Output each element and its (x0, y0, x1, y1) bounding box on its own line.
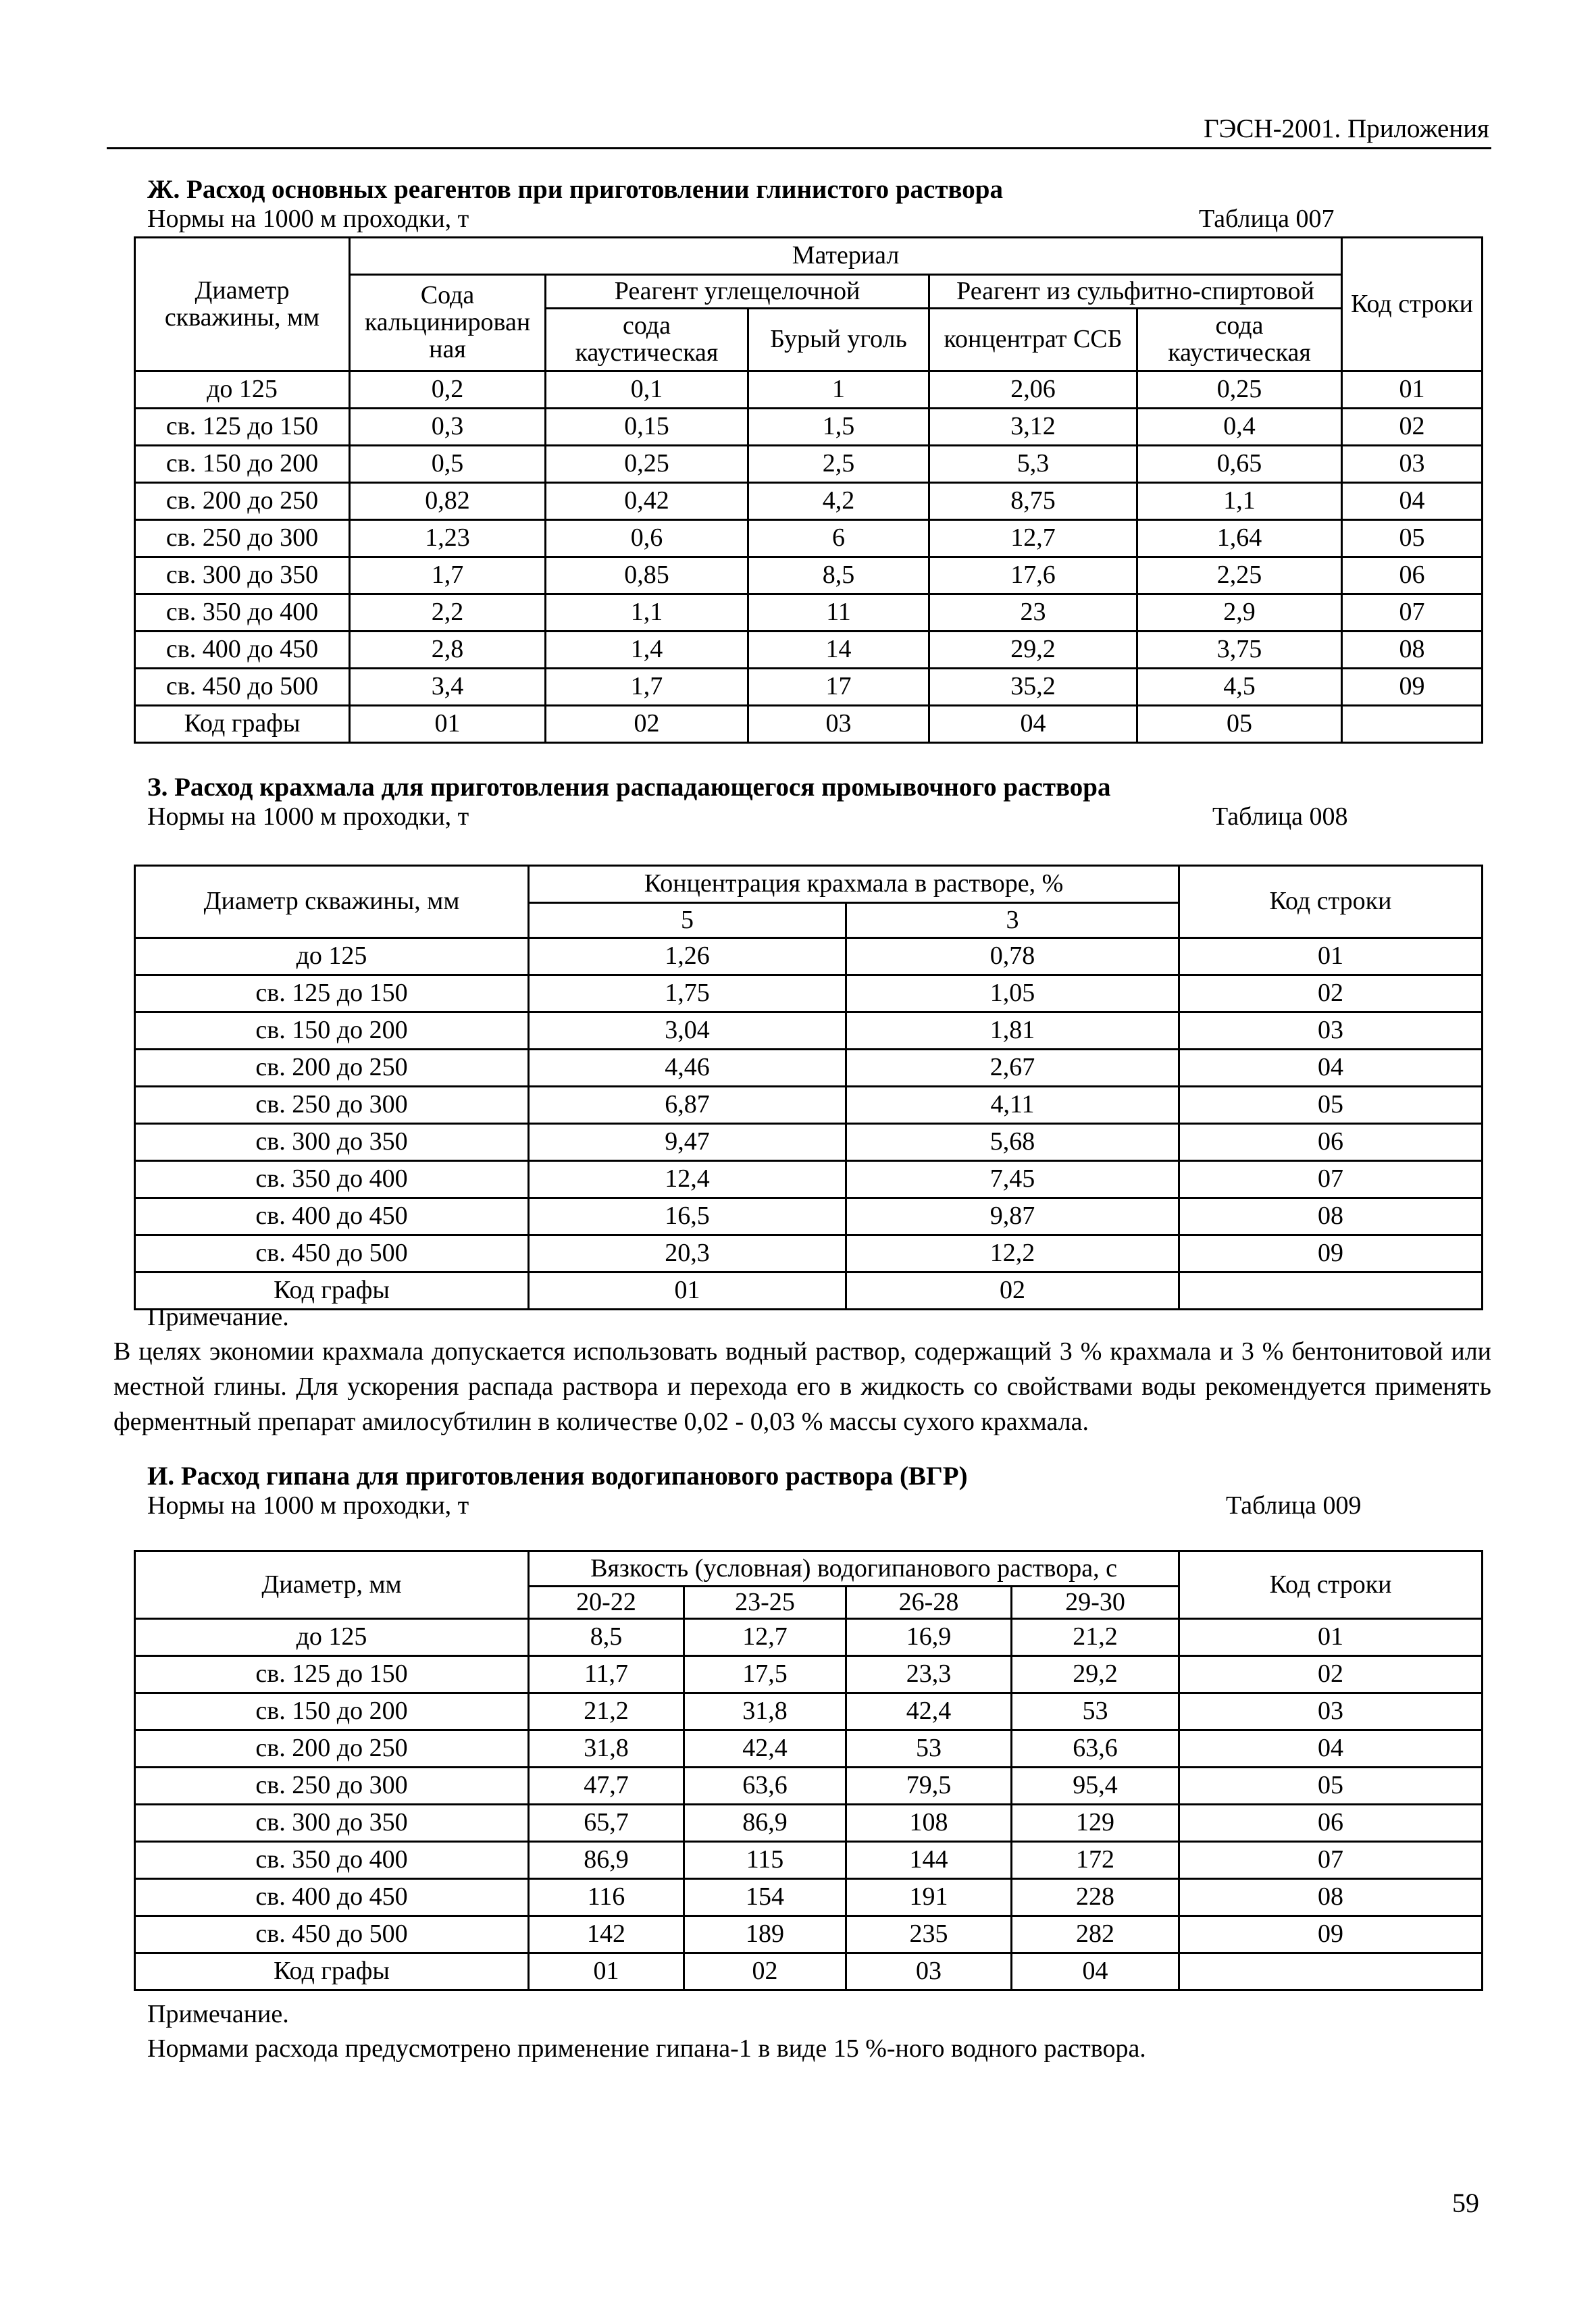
note-text-z: В целях экономии крахмала допускается использовать водный раствор, содержащий 3 % крахмала и 3 % бентонитовой или местной глины. Для ускорения распада раствора и перехода его в жидкость со свойствами воды рекомендуется применять ферментный препарат амилосубтилин в количестве 0,02 - 0,03 % массы сухого крахмала. (113, 1337, 1491, 1436)
row-code-cell: 05 (1342, 520, 1483, 557)
table-cell: 20,3 (529, 1235, 846, 1272)
table-cell: 3,75 (1137, 632, 1342, 669)
table-cell: 11 (748, 594, 929, 632)
row-code-cell: 03 (1342, 446, 1483, 483)
row-label-cell: св. 200 до 250 (135, 1050, 529, 1087)
row-label-cell: св. 350 до 400 (135, 1842, 529, 1879)
table-cell: 1,1 (1137, 483, 1342, 520)
row-label-cell: св. 125 до 150 (135, 409, 350, 446)
table-cell: 0,6 (546, 520, 748, 557)
header-rule (107, 147, 1491, 149)
table-cell: 235 (846, 1916, 1012, 1953)
table-cell: 53 (1012, 1693, 1179, 1730)
table-row (135, 938, 1483, 975)
col-header-ssb-concentrate: концентрат ССБ (929, 309, 1137, 371)
table-cell: 35,2 (929, 669, 1137, 706)
row-code-cell: 09 (1179, 1916, 1483, 1953)
table-cell: 0,25 (1137, 371, 1342, 409)
section-title-z: З. Расход крахмала для приготовления распадающегося промывочного раствора (147, 773, 1111, 802)
table-cell: 2,2 (350, 594, 546, 632)
table-row (135, 594, 1483, 632)
table-cell: 0,3 (350, 409, 546, 446)
row-code-cell: 02 (1179, 1656, 1483, 1693)
table-cell: 31,8 (529, 1730, 684, 1768)
table-cell: 0,25 (546, 446, 748, 483)
table-cell: 02 (546, 706, 748, 743)
table-cell: 6,87 (529, 1087, 846, 1124)
table-row (135, 1805, 1483, 1842)
running-header: ГЭСН-2001. Приложения (1204, 114, 1489, 143)
table-row (135, 1768, 1483, 1805)
table-cell: 2,25 (1137, 557, 1342, 594)
table-cell: 14 (748, 632, 929, 669)
col-header-reagent-sulf: Реагент из сульфитно-спиртовой (929, 275, 1342, 309)
row-code-cell: 02 (1179, 975, 1483, 1012)
row-code-cell: 01 (1179, 938, 1483, 975)
table-cell: 1,7 (350, 557, 546, 594)
section-title-i: И. Расход гипана для приготовления водогипанового раствора (ВГР) (147, 1462, 968, 1491)
table-row (135, 1198, 1483, 1235)
row-code-cell: 04 (1179, 1050, 1483, 1087)
row-code-cell: 08 (1342, 632, 1483, 669)
table-row (135, 1916, 1483, 1953)
table-cell: 4,2 (748, 483, 929, 520)
row-label-cell: св. 150 до 200 (135, 1012, 529, 1050)
table-footer-row (135, 1272, 1483, 1310)
table-cell: 108 (846, 1805, 1012, 1842)
row-label-cell: св. 450 до 500 (135, 1235, 529, 1272)
table-cell: 2,8 (350, 632, 546, 669)
row-code-cell: 01 (1342, 371, 1483, 409)
table-cell: 63,6 (684, 1768, 846, 1805)
row-code-cell: 07 (1179, 1842, 1483, 1879)
table-number-009: Таблица 009 (1226, 1491, 1362, 1520)
row-code-cell: 02 (1342, 409, 1483, 446)
col-header-concentration-3: 3 (846, 903, 1179, 938)
table-row (135, 632, 1483, 669)
row-label-cell: св. 400 до 450 (135, 632, 350, 669)
col-header-diameter: Диаметр скважины, мм (135, 866, 529, 938)
row-code-cell: 03 (1179, 1012, 1483, 1050)
table-cell: 8,5 (748, 557, 929, 594)
table-cell: 29,2 (929, 632, 1137, 669)
table-cell: 23 (929, 594, 1137, 632)
table-cell: 189 (684, 1916, 846, 1953)
table-cell: 86,9 (684, 1805, 846, 1842)
table-row (135, 409, 1483, 446)
row-label-cell: св. 125 до 150 (135, 1656, 529, 1693)
row-label-cell: св. 250 до 300 (135, 520, 350, 557)
table-cell: 0,65 (1137, 446, 1342, 483)
table-cell: 29,2 (1012, 1656, 1179, 1693)
table-cell: 12,2 (846, 1235, 1179, 1272)
row-code-cell: 07 (1342, 594, 1483, 632)
table-cell: 5,3 (929, 446, 1137, 483)
table-cell: 02 (846, 1272, 1179, 1310)
col-header-viscosity: Вязкость (условная) водогипанового раствора, с (529, 1551, 1179, 1587)
table-cell: 154 (684, 1879, 846, 1916)
row-label-cell: до 125 (135, 1619, 529, 1656)
table-cell: 0,82 (350, 483, 546, 520)
table-row (135, 483, 1483, 520)
table-row (135, 1693, 1483, 1730)
note-label-i: Примечание. (147, 2000, 289, 2028)
table-cell: 17 (748, 669, 929, 706)
table-cell: 0,5 (350, 446, 546, 483)
table-cell: 03 (748, 706, 929, 743)
table-cell: 282 (1012, 1916, 1179, 1953)
table-cell: 1,7 (546, 669, 748, 706)
table-cell: 1,64 (1137, 520, 1342, 557)
table-cell: 42,4 (684, 1730, 846, 1768)
table-cell: 01 (529, 1272, 846, 1310)
col-header-concentration: Концентрация крахмала в растворе, % (529, 866, 1179, 903)
row-label-cell: св. 250 до 300 (135, 1768, 529, 1805)
table-cell: 2,67 (846, 1050, 1179, 1087)
row-label-cell: св. 450 до 500 (135, 669, 350, 706)
col-header-material: Материал (350, 238, 1342, 275)
table-cell: 11,7 (529, 1656, 684, 1693)
table-cell: 1,23 (350, 520, 546, 557)
table-row (135, 975, 1483, 1012)
table-cell: 4,11 (846, 1087, 1179, 1124)
table-cell: 03 (846, 1953, 1012, 1990)
table-cell: 4,5 (1137, 669, 1342, 706)
table-row (135, 1730, 1483, 1768)
table-cell: 17,5 (684, 1656, 846, 1693)
table-row (135, 1087, 1483, 1124)
table-cell: 2,9 (1137, 594, 1342, 632)
table-009 (134, 1550, 1483, 1991)
table-cell: 17,6 (929, 557, 1137, 594)
row-label-cell: св. 300 до 350 (135, 1124, 529, 1161)
table-cell: 12,7 (684, 1619, 846, 1656)
table-cell: 1,4 (546, 632, 748, 669)
row-label-cell: св. 350 до 400 (135, 594, 350, 632)
table-cell: 16,5 (529, 1198, 846, 1235)
table-row (135, 1161, 1483, 1198)
row-label-cell: св. 450 до 500 (135, 1916, 529, 1953)
table-cell: 05 (1137, 706, 1342, 743)
table-cell: 47,7 (529, 1768, 684, 1805)
row-label-cell: до 125 (135, 938, 529, 975)
table-cell: 2,5 (748, 446, 929, 483)
table-cell: 65,7 (529, 1805, 684, 1842)
col-header-reagent-ugle: Реагент углещелочной (546, 275, 929, 309)
row-label-cell: св. 200 до 250 (135, 1730, 529, 1768)
col-header-concentration-5: 5 (529, 903, 846, 938)
table-footer-row (135, 1953, 1483, 1990)
table-number-007: Таблица 007 (1199, 205, 1335, 233)
row-code-cell (1179, 1272, 1483, 1310)
table-cell: 172 (1012, 1842, 1179, 1879)
table-row (135, 1619, 1483, 1656)
table-cell: 0,1 (546, 371, 748, 409)
table-row (135, 1124, 1483, 1161)
table-footer-row (135, 706, 1483, 743)
row-code-cell (1179, 1953, 1483, 1990)
row-code-cell: 05 (1179, 1087, 1483, 1124)
table-cell: 1,81 (846, 1012, 1179, 1050)
table-cell: 31,8 (684, 1693, 846, 1730)
section-title-zh: Ж. Расход основных реагентов при приготовлении глинистого раствора (147, 175, 1003, 204)
section-norms-zh: Нормы на 1000 м проходки, т (147, 205, 469, 233)
row-label-cell: св. 300 до 350 (135, 1805, 529, 1842)
row-code-cell: 09 (1179, 1235, 1483, 1272)
table-cell: 04 (929, 706, 1137, 743)
row-code-cell (1342, 706, 1483, 743)
col-header-soda-calc: Сода кальцинирован ная (350, 275, 546, 371)
table-cell: 16,9 (846, 1619, 1012, 1656)
table-row (135, 1235, 1483, 1272)
table-cell: 142 (529, 1916, 684, 1953)
table-008 (134, 865, 1483, 1310)
table-cell: 228 (1012, 1879, 1179, 1916)
table-cell: 1,26 (529, 938, 846, 975)
row-label-cell: св. 150 до 200 (135, 446, 350, 483)
row-code-cell: 08 (1179, 1198, 1483, 1235)
table-cell: 02 (684, 1953, 846, 1990)
table-cell: 1,5 (748, 409, 929, 446)
col-header-brown-coal: Бурый уголь (748, 309, 929, 371)
table-cell: 23,3 (846, 1656, 1012, 1693)
note-text-i: Нормами расхода предусмотрено применение гипана-1 в виде 15 %-ного водного раствора. (147, 2034, 1146, 2063)
table-number-008: Таблица 008 (1212, 802, 1348, 831)
table-cell: 0,4 (1137, 409, 1342, 446)
col-header-viscosity-20-22: 20-22 (529, 1587, 684, 1619)
table-cell: 53 (846, 1730, 1012, 1768)
table-cell: 1,1 (546, 594, 748, 632)
table-cell: 191 (846, 1879, 1012, 1916)
table-header-row (135, 866, 1483, 903)
table-cell: 86,9 (529, 1842, 684, 1879)
table-cell: 0,85 (546, 557, 748, 594)
table-cell: 8,5 (529, 1619, 684, 1656)
row-label-cell: Код графы (135, 1953, 529, 1990)
table-row (135, 1012, 1483, 1050)
table-cell: 144 (846, 1842, 1012, 1879)
col-header-viscosity-26-28: 26-28 (846, 1587, 1012, 1619)
table-cell: 42,4 (846, 1693, 1012, 1730)
row-code-cell: 03 (1179, 1693, 1483, 1730)
row-label-cell: св. 300 до 350 (135, 557, 350, 594)
table-row (135, 371, 1483, 409)
table-row (135, 1656, 1483, 1693)
col-header-soda-caustic: сода каустическая (546, 309, 748, 371)
note-label-z: Примечание. (147, 1303, 289, 1331)
table-row (135, 446, 1483, 483)
table-cell: 7,45 (846, 1161, 1179, 1198)
table-cell: 9,47 (529, 1124, 846, 1161)
table-row (135, 1879, 1483, 1916)
section-norms-i: Нормы на 1000 м проходки, т (147, 1491, 469, 1520)
table-cell: 63,6 (1012, 1730, 1179, 1768)
table-cell: 21,2 (529, 1693, 684, 1730)
col-header-viscosity-23-25: 23-25 (684, 1587, 846, 1619)
table-cell: 0,78 (846, 938, 1179, 975)
table-row (135, 557, 1483, 594)
table-cell: 3,12 (929, 409, 1137, 446)
row-code-cell: 06 (1342, 557, 1483, 594)
table-row (135, 1842, 1483, 1879)
table-cell: 0,42 (546, 483, 748, 520)
row-label-cell: св. 250 до 300 (135, 1087, 529, 1124)
table-row (135, 1050, 1483, 1087)
table-cell: 95,4 (1012, 1768, 1179, 1805)
row-code-cell: 09 (1342, 669, 1483, 706)
col-header-diameter: Диаметр, мм (135, 1551, 529, 1619)
col-header-diameter: Диаметр скважины, мм (135, 238, 350, 371)
table-cell: 115 (684, 1842, 846, 1879)
table-cell: 04 (1012, 1953, 1179, 1990)
table-cell: 2,06 (929, 371, 1137, 409)
row-label-cell: св. 350 до 400 (135, 1161, 529, 1198)
row-code-cell: 04 (1342, 483, 1483, 520)
table-cell: 12,7 (929, 520, 1137, 557)
row-code-cell: 04 (1179, 1730, 1483, 1768)
row-code-cell: 06 (1179, 1124, 1483, 1161)
table-row (135, 520, 1483, 557)
table-cell: 116 (529, 1879, 684, 1916)
table-cell: 0,2 (350, 371, 546, 409)
table-cell: 6 (748, 520, 929, 557)
row-code-cell: 08 (1179, 1879, 1483, 1916)
col-header-code-row: Код строки (1179, 866, 1483, 938)
table-cell: 4,46 (529, 1050, 846, 1087)
table-row (135, 669, 1483, 706)
table-cell: 9,87 (846, 1198, 1179, 1235)
col-header-code-row: Код строки (1179, 1551, 1483, 1619)
col-header-soda-caustic: сода каустическая (1137, 309, 1342, 371)
table-cell: 1,05 (846, 975, 1179, 1012)
row-label-cell: св. 400 до 450 (135, 1879, 529, 1916)
row-code-cell: 01 (1179, 1619, 1483, 1656)
row-label-cell: св. 200 до 250 (135, 483, 350, 520)
row-label-cell: до 125 (135, 371, 350, 409)
table-cell: 1 (748, 371, 929, 409)
row-label-cell: Код графы (135, 706, 350, 743)
table-header-row (135, 1551, 1483, 1587)
col-header-code-row: Код строки (1342, 238, 1483, 371)
table-cell: 21,2 (1012, 1619, 1179, 1656)
table-cell: 3,4 (350, 669, 546, 706)
row-code-cell: 06 (1179, 1805, 1483, 1842)
table-cell: 129 (1012, 1805, 1179, 1842)
table-007 (134, 236, 1483, 744)
page-number: 59 (1452, 2188, 1479, 2218)
row-code-cell: 07 (1179, 1161, 1483, 1198)
table-cell: 1,75 (529, 975, 846, 1012)
row-label-cell: св. 150 до 200 (135, 1693, 529, 1730)
table-header-row (135, 238, 1483, 275)
row-label-cell: св. 400 до 450 (135, 1198, 529, 1235)
table-cell: 3,04 (529, 1012, 846, 1050)
table-cell: 01 (529, 1953, 684, 1990)
table-cell: 0,15 (546, 409, 748, 446)
row-label-cell: Код графы (135, 1272, 529, 1310)
table-cell: 8,75 (929, 483, 1137, 520)
table-cell: 79,5 (846, 1768, 1012, 1805)
table-cell: 12,4 (529, 1161, 846, 1198)
table-cell: 5,68 (846, 1124, 1179, 1161)
table-cell: 01 (350, 706, 546, 743)
row-code-cell: 05 (1179, 1768, 1483, 1805)
col-header-viscosity-29-30: 29-30 (1012, 1587, 1179, 1619)
row-label-cell: св. 125 до 150 (135, 975, 529, 1012)
section-norms-z: Нормы на 1000 м проходки, т (147, 802, 469, 831)
